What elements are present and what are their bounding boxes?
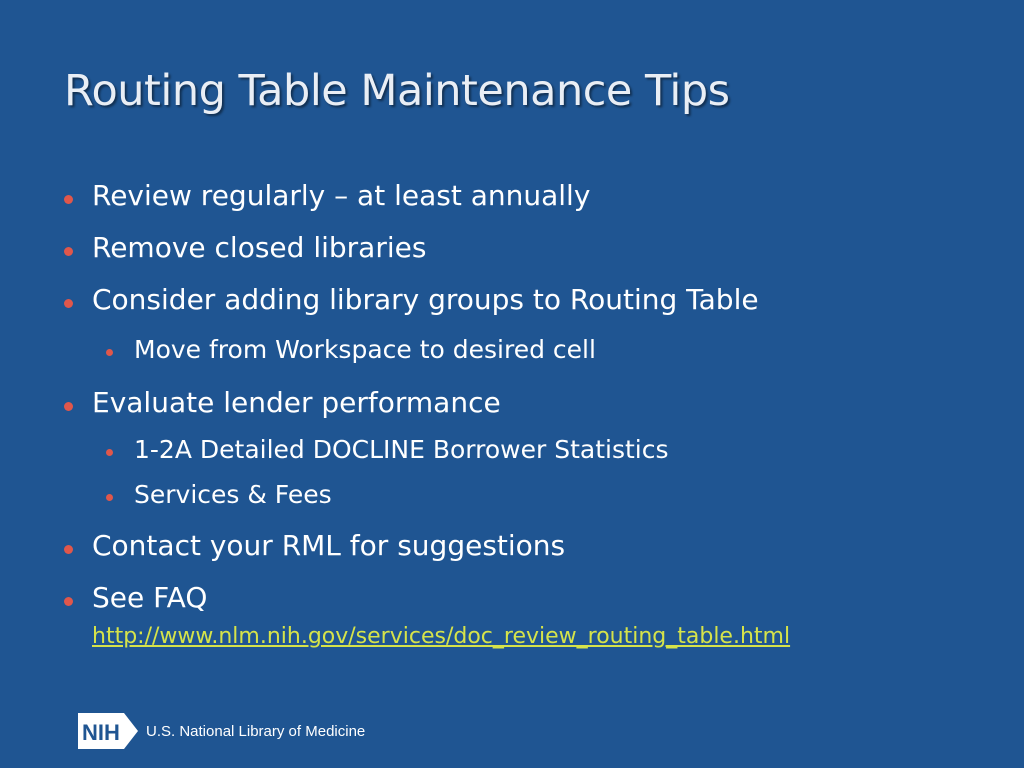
slide-title: Routing Table Maintenance Tips: [64, 66, 730, 116]
bullet-icon: [106, 349, 113, 356]
bullet-icon: [64, 545, 73, 554]
nih-logo-icon: [78, 713, 138, 749]
sub-list-item-text: Move from Workspace to desired cell: [134, 335, 596, 364]
bullet-icon: [64, 597, 73, 606]
bullet-icon: [64, 247, 73, 256]
bullet-icon: [106, 449, 113, 456]
sub-list-item-text: Services & Fees: [134, 480, 332, 509]
list-item-text: Consider adding library groups to Routing Table: [92, 283, 759, 316]
bullet-icon: [64, 195, 73, 204]
org-name: U.S. National Library of Medicine: [146, 722, 366, 740]
nih-logo-text: NIH: [82, 720, 120, 745]
list-item-text: Contact your RML for suggestions: [92, 529, 566, 562]
list-item-text: Evaluate lender performance: [92, 386, 501, 419]
bullet-icon: [64, 402, 73, 411]
faq-link[interactable]: http://www.nlm.nih.gov/services/doc_review_routing_table.html: [92, 624, 791, 649]
list-item-text: Remove closed libraries: [92, 231, 427, 264]
list-item-text: Review regularly – at least annually: [92, 179, 591, 212]
bullet-icon: [106, 494, 113, 501]
sub-list-item-text: 1-2A Detailed DOCLINE Borrower Statistics: [134, 435, 669, 464]
nlm-logo: [78, 712, 365, 750]
bullet-icon: [64, 299, 73, 308]
list-item-text: See FAQ: [92, 581, 208, 614]
